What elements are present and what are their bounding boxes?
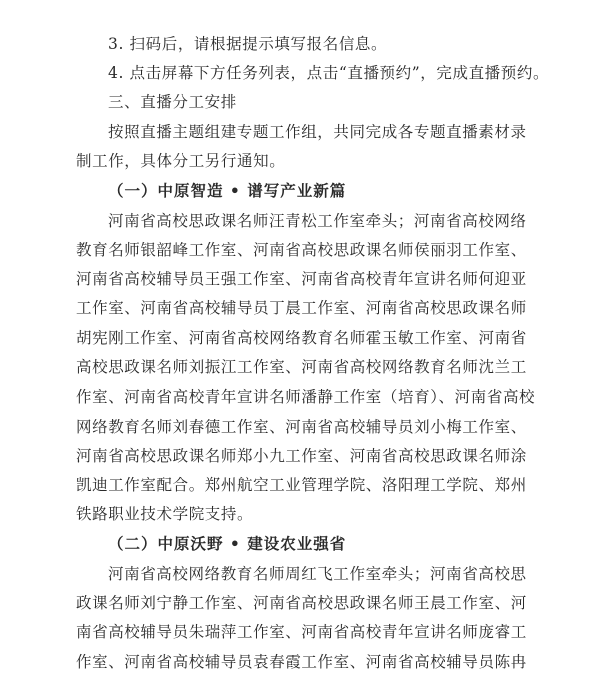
paragraph-line: 政课名师刘宁静工作室、河南省高校思政课名师王晨工作室、河 bbox=[76, 594, 527, 612]
paragraph-line: 教育名师银韶峰工作室、河南省高校思政课名师侯丽羽工作室、 bbox=[76, 241, 527, 259]
section-3-title: 三、直播分工安排 bbox=[108, 93, 237, 111]
paragraph-line: 凯迪工作室配合。郑州航空工业管理学院、洛阳理工学院、郑州 bbox=[76, 476, 527, 494]
paragraph-line: 河南省高校思政课名师汪青松工作室牵头；河南省高校网络 bbox=[108, 212, 527, 230]
subsection-2-title: （二）中原沃野 • 建设农业强省 bbox=[108, 534, 347, 553]
paragraph-line: 高校思政课名师刘振江工作室、河南省高校网络教育名师沈兰工 bbox=[76, 358, 527, 376]
paragraph-line: 胡宪刚工作室、河南省高校网络教育名师霍玉敏工作室、河南省 bbox=[76, 329, 527, 347]
section-3-intro-line: 按照直播主题组建专题工作组，共同完成各专题直播素材录 bbox=[108, 123, 527, 141]
paragraph-line: 网络教育名师刘春德工作室、河南省高校辅导员刘小梅工作室、 bbox=[76, 418, 527, 436]
list-item-3: 3. 扫码后，请根据提示填写报名信息。 bbox=[108, 35, 388, 53]
paragraph-line: 河南省高校辅导员王强工作室、河南省高校青年宣讲名师何迎亚 bbox=[76, 270, 527, 288]
paragraph-line: 河南省高校思政课名师郑小九工作室、河南省高校思政课名师涂 bbox=[76, 447, 527, 465]
paragraph-line: 作室、河南省高校辅导员袁春霞工作室、河南省高校辅导员陈冉 bbox=[76, 653, 527, 671]
paragraph-line: 工作室、河南省高校辅导员丁晨工作室、河南省高校思政课名师 bbox=[76, 299, 527, 317]
section-3-intro-line: 制工作，具体分工另行通知。 bbox=[76, 152, 286, 170]
paragraph-line: 河南省高校网络教育名师周红飞工作室牵头；河南省高校思 bbox=[108, 565, 527, 583]
paragraph-line: 作室、河南省高校青年宣讲名师潘静工作室（培育）、河南省高校 bbox=[76, 388, 536, 406]
list-item-4: 4. 点击屏幕下方任务列表，点击“直播预约”，完成直播预约。 bbox=[108, 64, 550, 82]
paragraph-line: 南省高校辅导员朱瑞萍工作室、河南省高校青年宣讲名师庞睿工 bbox=[76, 623, 527, 641]
paragraph-line: 铁路职业技术学院支持。 bbox=[76, 505, 254, 523]
subsection-1-title: （一）中原智造 • 谱写产业新篇 bbox=[108, 181, 347, 200]
